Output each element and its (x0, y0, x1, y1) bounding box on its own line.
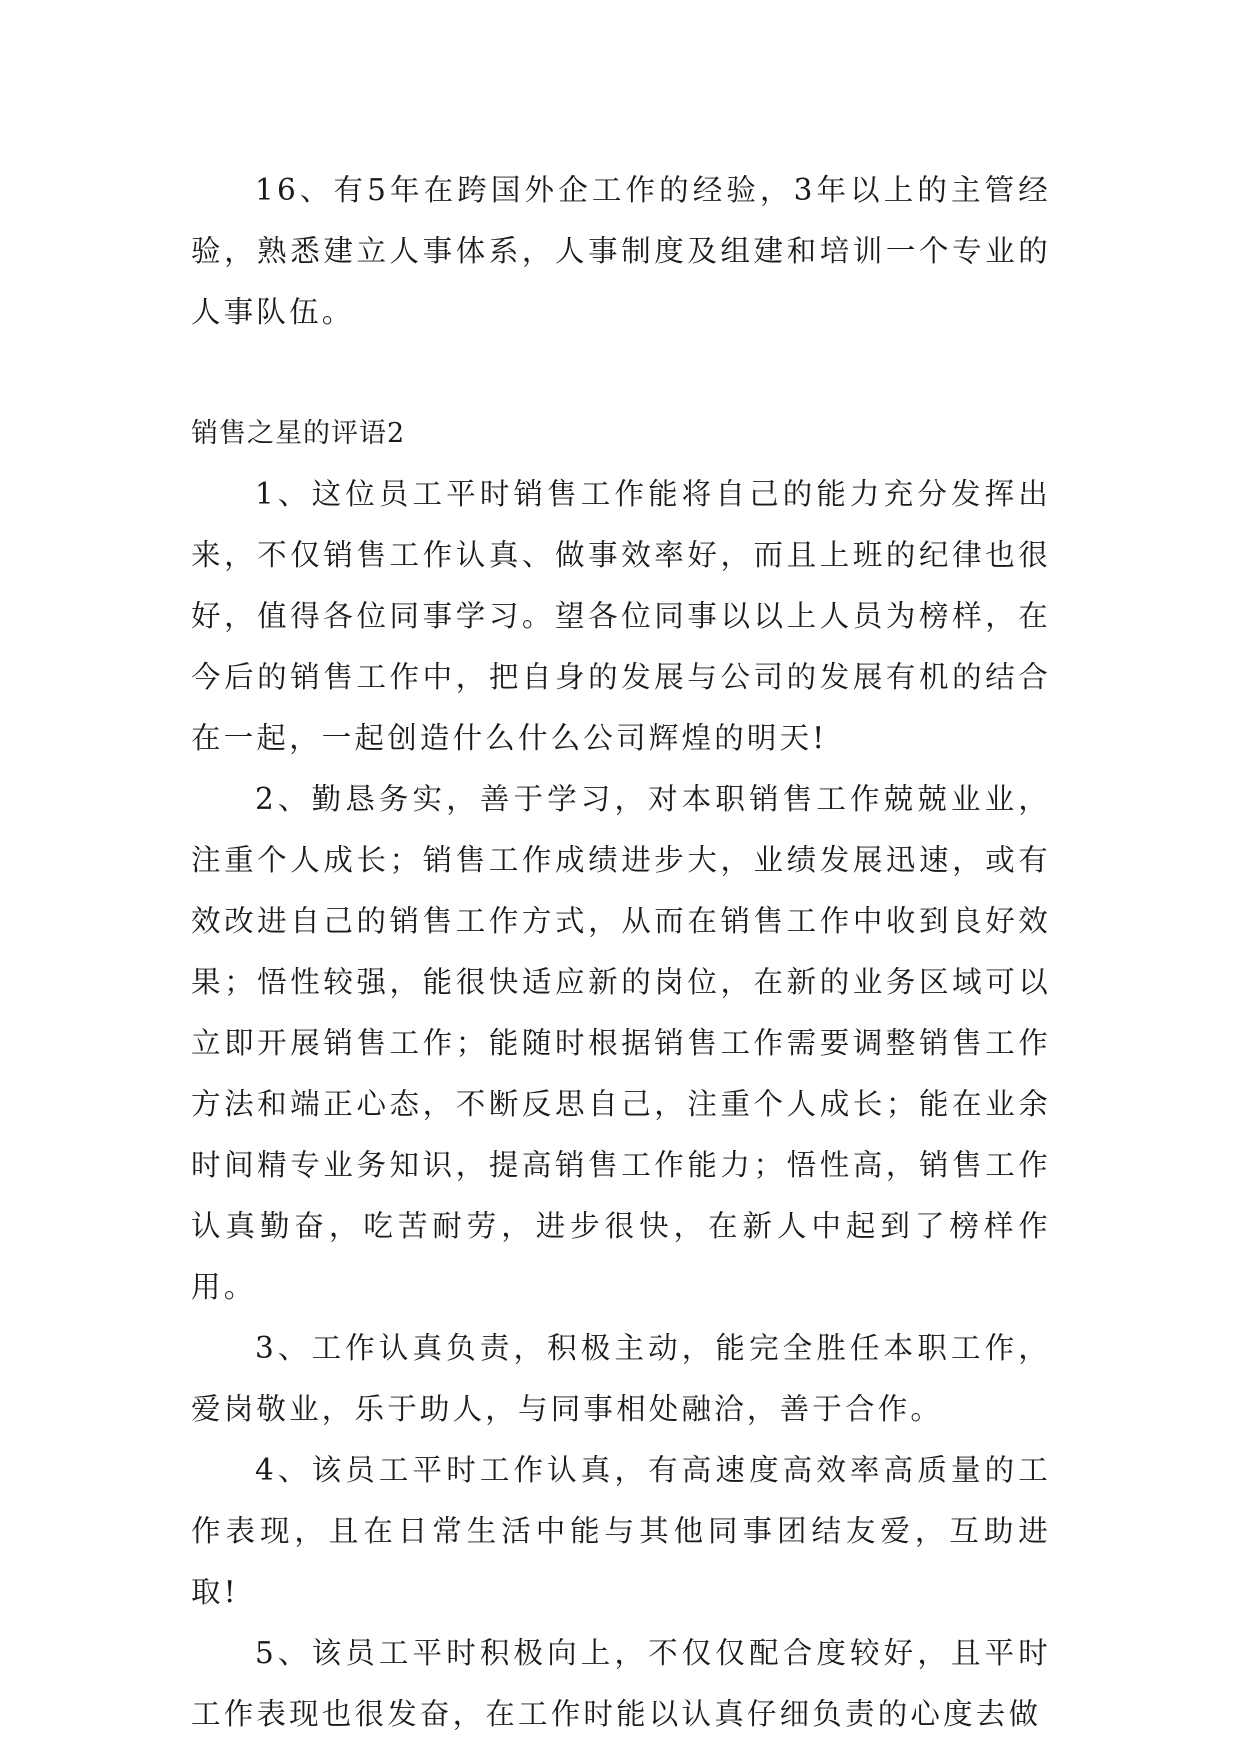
paragraph-3: 3、工作认真负责，积极主动，能完全胜任本职工作，爱岗敬业，乐于助人，与同事相处融洽，善于合作。 (191, 1331, 1051, 1426)
document-page (191, 160, 1051, 1745)
paragraph-5: 5、该员工平时积极向上，不仅仅配合度较好，且平时工作表现也很发奋，在工作时能以认真仔细负责的心度去做 (191, 1636, 1051, 1731)
paragraph-16: 16、有5年在跨国外企工作的经验，3年以上的主管经验，熟悉建立人事体系，人事制度及组建和培训一个专业的人事队伍。 (191, 173, 1051, 329)
paragraph-1: 1、这位员工平时销售工作能将自己的能力充分发挥出来，不仅销售工作认真、做事效率好，而且上班的纪律也很好，值得各位同事学习。望各位同事以以上人员为榜样，在今后的销售工作中，把自身的发展与公司的发展有机的结合在一起，一起创造什么什么公司辉煌的明天! (191, 477, 1051, 755)
paragraph-2: 2、勤恳务实，善于学习，对本职销售工作兢兢业业，注重个人成长；销售工作成绩进步大，业绩发展迅速，或有效改进自己的销售工作方式，从而在销售工作中收到良好效果；悟性较强，能很快适应新的岗位，在新的业务区域可以立即开展销售工作；能随时根据销售工作需要调整销售工作方法和端正心态，不断反思自己，注重个人成长；能在业余时间精专业务知识，提高销售工作能力；悟性高，销售工作认真勤奋，吃苦耐劳，进步很快，在新人中起到了榜样作用。 (191, 782, 1051, 1304)
paragraph-4: 4、该员工平时工作认真，有高速度高效率高质量的工作表现，且在日常生活中能与其他同事团结友爱，互助进取! (191, 1453, 1051, 1609)
section-heading: 销售之星的评语2 (191, 418, 406, 449)
section-spacer (191, 343, 1051, 403)
